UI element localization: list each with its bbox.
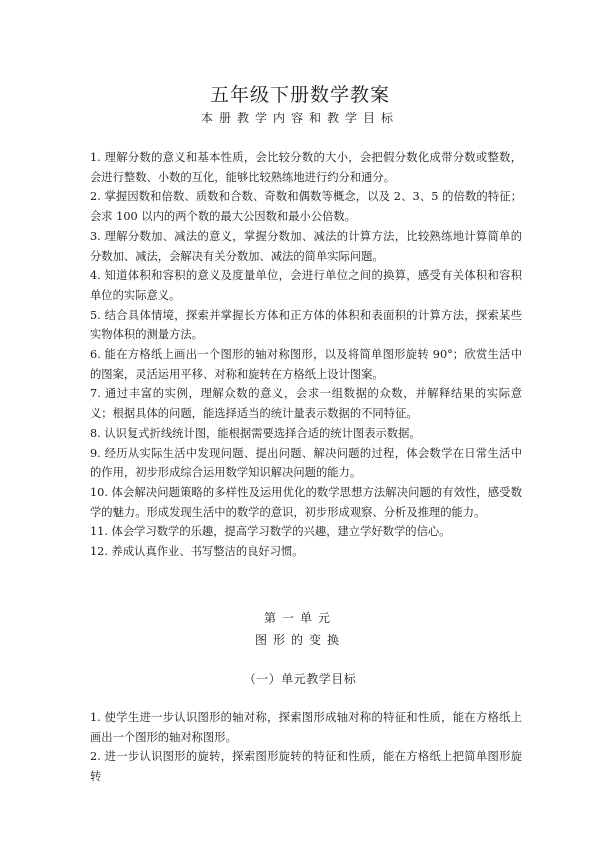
- goal-item: 3. 理解分数加、减法的意义，掌握分数加、减法的计算方法，比较熟练地计算简单的分数加、减法，会解决有关分数加、减法的简单实际问题。: [90, 229, 522, 263]
- goal-item: 5. 结合具体情境，探索并掌握长方体和正方体的体积和表面积的计算方法，探索某些实物体积的测量方法。: [90, 308, 522, 342]
- goal-item: 8. 认识复式折线统计图，能根据需要选择合适的统计图表示数据。: [90, 426, 421, 440]
- unit-number: 第一单元: [263, 611, 336, 625]
- goal-item: 7. 通过丰富的实例，理解众数的意义，会求一组数据的众数，并解释结果的实际意义；根据具体的问题，能选择适当的统计量表示数据的不同特征。: [90, 387, 522, 421]
- goal-item: 11. 体会学习数学的乐趣，提高学习数学的兴趣，建立学好数学的信心。: [90, 525, 451, 539]
- page-subtitle: 本册教学内容和教学目标: [200, 111, 399, 125]
- section-title: （一）单元教学目标: [243, 672, 357, 686]
- unit-goal-item: 1. 使学生进一步认识图形的轴对称，探索图形成轴对称的特征和性质，能在方格纸上画出一个图形的轴对称图形。: [90, 711, 522, 744]
- unit-goal-item: 2. 进一步认识图形的旋转，探索图形旋转的特征和性质，能在方格纸上把简单图形旋转: [90, 750, 522, 784]
- teaching-goals-list: [90, 148, 522, 562]
- goal-item: 2. 掌握因数和倍数、质数和合数、奇数和偶数等概念，以及 2、3、5 的倍数的特征；会求 100 以内的两个数的最大公因数和最小公倍数。: [90, 190, 522, 224]
- goal-item: 9. 经历从实际生活中发现问题、提出问题、解决问题的过程，体会数学在日常生活中的作用，初步形成综合运用数学知识解决问题的能力。: [90, 446, 522, 480]
- unit-goals-list: [90, 708, 522, 787]
- page-title: 五年级下册数学教案: [209, 84, 390, 106]
- goal-item: 4. 知道体积和容积的意义及度量单位，会进行单位之间的换算，感受有关体积和容积单位的实际意义。: [90, 269, 522, 302]
- goal-item: 6. 能在方格纸上画出一个图形的轴对称图形，以及将简单图形旋转 90°；欣赏生活中的图案，灵活运用平移、对称和旋转在方格纸上设计图案。: [90, 348, 522, 381]
- goal-item: 10. 体会解决问题策略的多样性及运用优化的数学思想方法解决问题的有效性，感受数学的魅力。形成发现生活中的数学的意识，初步形成观察、分析及推理的能力。: [90, 485, 522, 519]
- goal-item: 1. 理解分数的意义和基本性质，会比较分数的大小，会把假分数化成带分数或整数，会进行整数、小数的互化，能够比较熟练地进行约分和通分。: [90, 151, 522, 184]
- unit-title: 图形的变换: [254, 633, 345, 647]
- goal-item: 12. 养成认真作业、书写整洁的良好习惯。: [90, 545, 304, 559]
